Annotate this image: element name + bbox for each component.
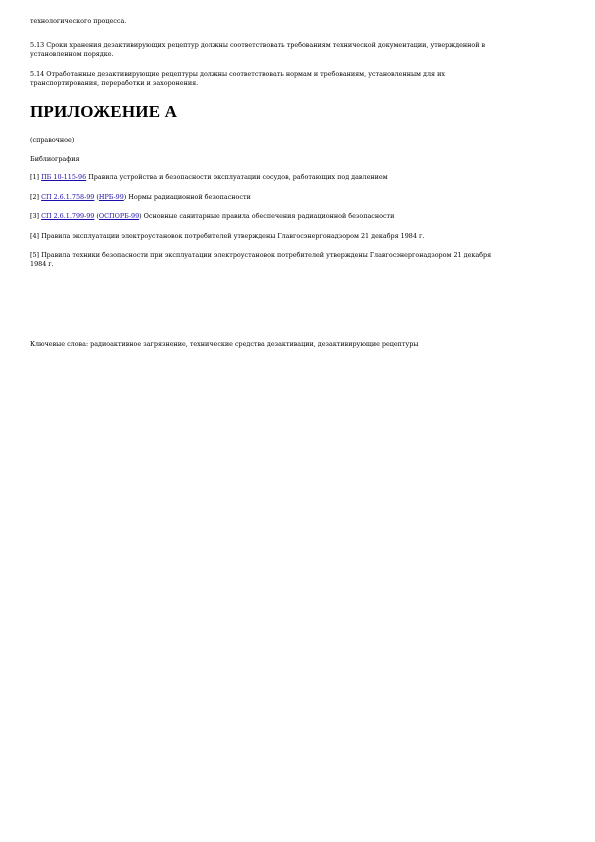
paragraph-5-14-line1: 5.14 Отработанные дезактивирующие рецептуры должны соответствовать нормам и требованиям, установленным для их bbox=[30, 70, 445, 78]
entry-number: [5] bbox=[30, 251, 42, 259]
entry-5-line2: 1984 г. bbox=[30, 260, 54, 268]
reference-link-pb-10-115-96[interactable]: ПБ 10-115-96 bbox=[41, 173, 87, 181]
entry-5-line1 bbox=[30, 251, 491, 260]
entry-text: Правила эксплуатации электроустановок потребителей утверждены Главгосэнергонадзором 21 декабря 1984 г. bbox=[41, 232, 425, 240]
bibliography-entry-5 bbox=[30, 251, 491, 269]
entry-number: [2] bbox=[30, 193, 42, 201]
bibliography-entry-2 bbox=[30, 193, 251, 202]
bibliography-title: Библиография bbox=[30, 155, 80, 163]
reference-link-nrb-99[interactable]: НРБ-99 bbox=[98, 193, 124, 201]
entry-text: Правила устройства и безопасности эксплуатации сосудов, работающих под давлением bbox=[86, 173, 388, 181]
paragraph-5-14-line2: транспортирования, переработки и захоронения. bbox=[30, 79, 199, 87]
entry-paren-open: ( bbox=[94, 193, 99, 201]
paragraph-5-14 bbox=[30, 70, 445, 88]
appendix-title: ПРИЛОЖЕНИЕ А bbox=[30, 102, 178, 121]
entry-text: Правила техники безопасности при эксплуатации электроустановок потребителей утверждены Главгосэнергонадзором 21 декабря bbox=[41, 251, 492, 259]
entry-text: ) Нормы радиационной безопасности bbox=[123, 193, 251, 201]
paragraph-5-13-line2: установленном порядке. bbox=[30, 50, 114, 58]
entry-text: ) Основные санитарные правила обеспечения радиационной безопасности bbox=[139, 212, 395, 220]
bibliography-entry-4 bbox=[30, 232, 424, 241]
paragraph-5-13-line1: 5.13 Сроки хранения дезактивирующих рецептур должны соответствовать требованиям технической документации, утвержденной в bbox=[30, 41, 486, 49]
bibliography-entry-1 bbox=[30, 173, 388, 182]
paragraph-process-end: технологического процесса. bbox=[30, 17, 127, 25]
reference-link-osporb-99[interactable]: ОСПОРБ-99 bbox=[98, 212, 140, 220]
entry-number: [1] bbox=[30, 173, 42, 181]
reference-link-sp-2-6-1-758-99[interactable]: СП 2.6.1.758-99 bbox=[41, 193, 95, 201]
appendix-note: (справочное) bbox=[30, 136, 75, 144]
entry-number: [3] bbox=[30, 212, 42, 220]
entry-paren-open: ( bbox=[94, 212, 99, 220]
reference-link-sp-2-6-1-799-99[interactable]: СП 2.6.1.799-99 bbox=[41, 212, 95, 220]
entry-number: [4] bbox=[30, 232, 42, 240]
paragraph-5-13 bbox=[30, 41, 485, 59]
keywords: Ключевые слова: радиоактивное загрязнение, технические средства дезактивации, дезактивирующие рецептуры bbox=[30, 340, 419, 348]
bibliography-entry-3 bbox=[30, 212, 394, 221]
